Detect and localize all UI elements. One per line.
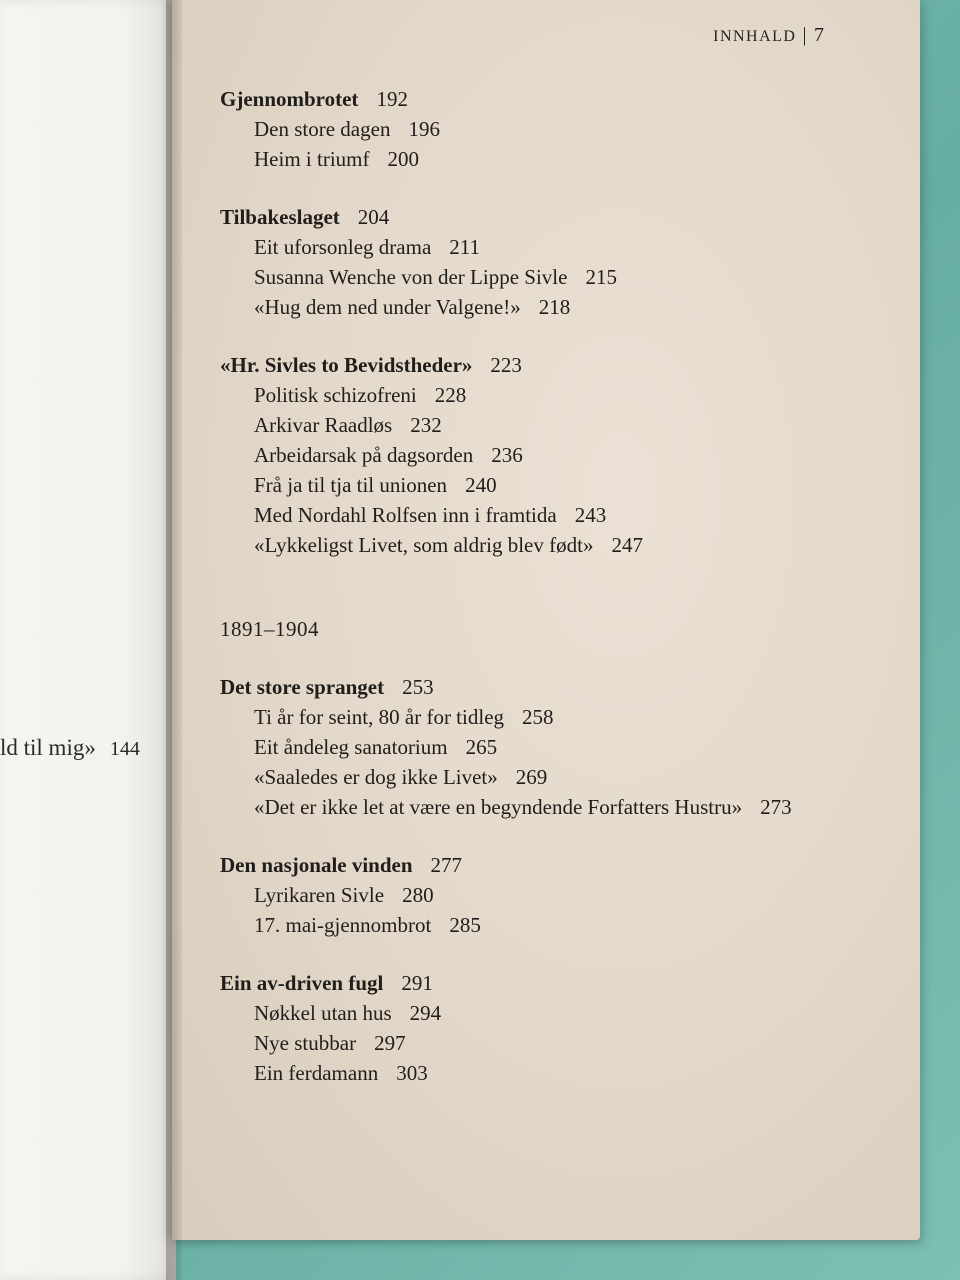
subsection-title: 17. mai-gjennombrot [254,913,432,937]
subsection-entry [220,732,900,762]
subsection-page: 211 [449,235,481,259]
subsection-entry [220,530,900,560]
subsection-entry [220,1028,900,1058]
chapter-page: 223 [490,353,522,377]
subsection-title: «Hug dem ned under Valgene!» [254,295,521,319]
chapter-page: 277 [430,853,463,877]
subsection-page: 285 [449,913,481,937]
chapter-entry [220,84,900,114]
subsection-entry [220,998,900,1028]
running-head-title: INNHALD [713,28,797,45]
chapter-entry [220,968,900,998]
subsection-page: 258 [522,705,554,729]
subsection-title: Politisk schizofreni [254,383,417,407]
left-page-entry-title: ld til mig» [0,735,96,760]
subsection-entry [220,702,900,732]
subsection-entry [220,232,900,262]
spacer [220,174,900,202]
subsection-page: 236 [491,443,523,467]
subsection-entry [220,792,900,822]
subsection-title: Lyrikaren Sivle [254,883,385,907]
subsection-title: Arbeidarsak på dagsorden [254,443,474,467]
chapter-title: Det store spranget [220,675,385,699]
subsection-page: 200 [387,147,419,171]
chapter-page: 291 [401,971,433,995]
subsection-entry [220,410,900,440]
subsection-page: 273 [760,795,792,819]
subsection-title: Eit åndeleg sanatorium [254,735,448,759]
chapter-title: Gjennombrotet [220,87,359,111]
subsection-title: Ein ferdamann [254,1061,379,1085]
part-heading: 1891–1904 [220,617,319,641]
subsection-title: Med Nordahl Rolfsen inn i framtida [254,503,557,527]
spacer [220,322,900,350]
subsection-entry [220,114,900,144]
subsection-title: Eit uforsonleg drama [254,235,432,259]
subsection-entry [220,500,900,530]
subsection-page: 297 [374,1031,406,1055]
subsection-page: 232 [410,413,442,437]
subsection-entry [220,910,900,940]
table-of-contents [220,84,900,1088]
subsection-page: 247 [611,533,643,557]
subsection-page: 215 [585,265,617,289]
book-gutter [166,0,182,1280]
spacer [220,822,900,850]
toc-section-2 [220,672,900,1088]
chapter-entry [220,672,900,702]
subsection-entry [220,292,900,322]
page-number: 7 [814,24,824,46]
subsection-page: 280 [402,883,434,907]
subsection-title: Arkivar Raadløs [254,413,393,437]
subsection-title: Susanna Wenche von der Lippe Sivle [254,265,568,289]
subsection-page: 196 [408,117,440,141]
subsection-entry [220,144,900,174]
left-page-entry-page: 144 [109,738,140,760]
subsection-entry [220,1058,900,1088]
toc-section-1 [220,84,900,560]
subsection-title: Nøkkel utan hus [254,1001,392,1025]
subsection-title: Ti år for seint, 80 år for tidleg [254,705,505,729]
subsection-title: Frå ja til tja til unionen [254,473,448,497]
chapter-page: 253 [402,675,434,699]
running-head [713,24,824,47]
chapter-entry [220,202,900,232]
chapter-title: «Hr. Sivles to Bevidstheder» [220,353,473,377]
chapter-title: Ein av-driven fugl [220,971,384,995]
chapter-page: 204 [357,205,390,229]
subsection-page: 265 [465,735,498,759]
subsection-page: 228 [434,383,467,407]
subsection-entry [220,762,900,792]
spacer [220,940,900,968]
chapter-entry [220,850,900,880]
subsection-title: Den store dagen [254,117,391,141]
subsection-title: Nye stubbar [254,1031,357,1055]
subsection-entry [220,262,900,292]
chapter-page: 192 [376,87,408,111]
subsection-title: Heim i triumf [254,147,370,171]
subsection-title: «Det er ikke let at være en begyndende Forfatters Hustru» [254,795,743,819]
subsection-page: 240 [465,473,497,497]
subsection-entry [220,470,900,500]
subsection-entry [220,440,900,470]
left-page-entry [0,735,140,761]
subsection-title: «Lykkeligst Livet, som aldrig blev født» [254,533,594,557]
chapter-entry [220,350,900,380]
spacer [220,644,900,672]
subsection-page: 243 [574,503,607,527]
subsection-page: 303 [396,1061,428,1085]
subsection-page: 269 [515,765,548,789]
subsection-page: 218 [538,295,571,319]
spacer [220,560,900,614]
running-head-separator: | [802,24,808,46]
subsection-entry [220,880,900,910]
subsection-entry [220,380,900,410]
chapter-title: Den nasjonale vinden [220,853,413,877]
left-page [0,0,176,1280]
subsection-page: 294 [409,1001,442,1025]
subsection-title: «Saaledes er dog ikke Livet» [254,765,498,789]
chapter-title: Tilbakeslaget [220,205,340,229]
